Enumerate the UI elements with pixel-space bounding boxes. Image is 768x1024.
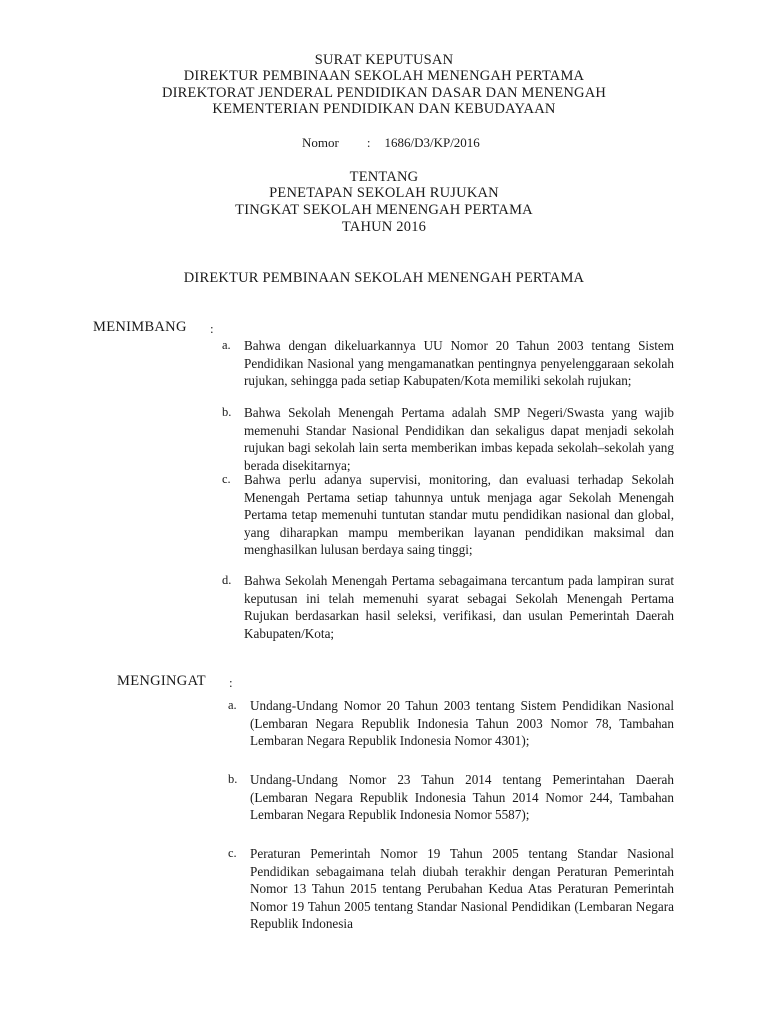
menimbang-label: MENIMBANG <box>93 319 187 335</box>
mengingat-label: MENGINGAT <box>117 673 206 689</box>
tentang-heading: TENTANG <box>349 169 419 185</box>
header-title: SURAT KEPUTUSAN <box>314 52 454 68</box>
header-directorate: DIREKTUR PEMBINAAN SEKOLAH MENENGAH PERTAMA <box>183 68 585 84</box>
mengingat-colon: : <box>229 675 233 690</box>
menimbang-item-d: d. Bahwa Sekolah Menengah Pertama sebagaimana tercantum pada lampiran surat keputusan ini telah memenuhi syarat sebagai Sekolah Menengah Pertama Rujukan berdasarkan hasil seleksi, verifikasi, dan usulan Pemerintah Daerah Kabupaten/Kota; <box>222 573 674 641</box>
mengingat-item-a: a. Undang-Undang Nomor 20 Tahun 2003 tentang Sistem Pendidikan Nasional (Lembaran Negara Republik Indonesia Tahun 2003 Nomor 78, Tambahan Lembaran Negara Republik Indonesia Nomor 4301); <box>228 698 674 748</box>
tentang-level: TINGKAT SEKOLAH MENENGAH PERTAMA <box>235 202 533 218</box>
menimbang-item-c: c. Bahwa perlu adanya supervisi, monitoring, dan evaluasi terhadap Sekolah Menengah Pertama setiap tahunnya untuk menjaga agar Sekolah Menengah Pertama tetap memenuhi tuntutan standar mutu pendidikan nasional dan global, yang diharapkan mampu memberikan layanan pendidikan maksimal dan menghasilkan lulusan berdaya saing tinggi; <box>222 472 674 557</box>
menimbang-item-b: b. Bahwa Sekolah Menengah Pertama adalah SMP Negeri/Swasta yang wajib memenuhi Standar Nasional Pendidikan dan sekaligus dapat menjadi sekolah rujukan bagi sekolah lain serta memberikan imbas kepada sekolah–sekolah yang berada disekitarnya; <box>222 405 674 473</box>
menimbang-colon: : <box>210 321 214 336</box>
tentang-subject: PENETAPAN SEKOLAH RUJUKAN <box>269 185 499 201</box>
mengingat-item-b: b. Undang-Undang Nomor 23 Tahun 2014 tentang Pemerintahan Daerah (Lembaran Negara Republik Indonesia Tahun 2014 Nomor 244, Tambahan Lembaran Negara Republik Indonesia Nomor 5587); <box>228 772 674 822</box>
mengingat-item-c: c. Peraturan Pemerintah Nomor 19 Tahun 2005 tentang Standar Nasional Pendidikan sebagaimana telah diubah terakhir dengan Peraturan Pemerintah Nomor 13 Tahun 2015 tentang Perubahan Kedua Atas Peraturan Pemerintah Nomor 19 Tahun 2005 tentang Standar Nasional Pendidikan (Lembaran Negara Republik Indonesia <box>228 846 674 931</box>
tentang-year: TAHUN 2016 <box>341 219 427 235</box>
nomor-colon: : <box>366 135 371 150</box>
nomor-label: Nomor <box>302 135 339 150</box>
signatory: DIREKTUR PEMBINAAN SEKOLAH MENENGAH PERTAMA <box>183 270 585 286</box>
menimbang-item-a: a. Bahwa dengan dikeluarkannya UU Nomor 20 Tahun 2003 tentang Sistem Pendidikan Nasional yang mengamanatkan pentingnya penyelenggaraan sekolah rujukan, sehingga pada setiap Kabupaten/Kota memiliki sekolah rujukan; <box>222 338 674 388</box>
decree-number <box>302 135 480 151</box>
nomor-value: 1686/D3/KP/2016 <box>384 135 480 150</box>
header-directorate-general: DIREKTORAT JENDERAL PENDIDIKAN DASAR DAN MENENGAH <box>161 85 607 101</box>
header-ministry: KEMENTERIAN PENDIDIKAN DAN KEBUDAYAAN <box>212 101 556 117</box>
